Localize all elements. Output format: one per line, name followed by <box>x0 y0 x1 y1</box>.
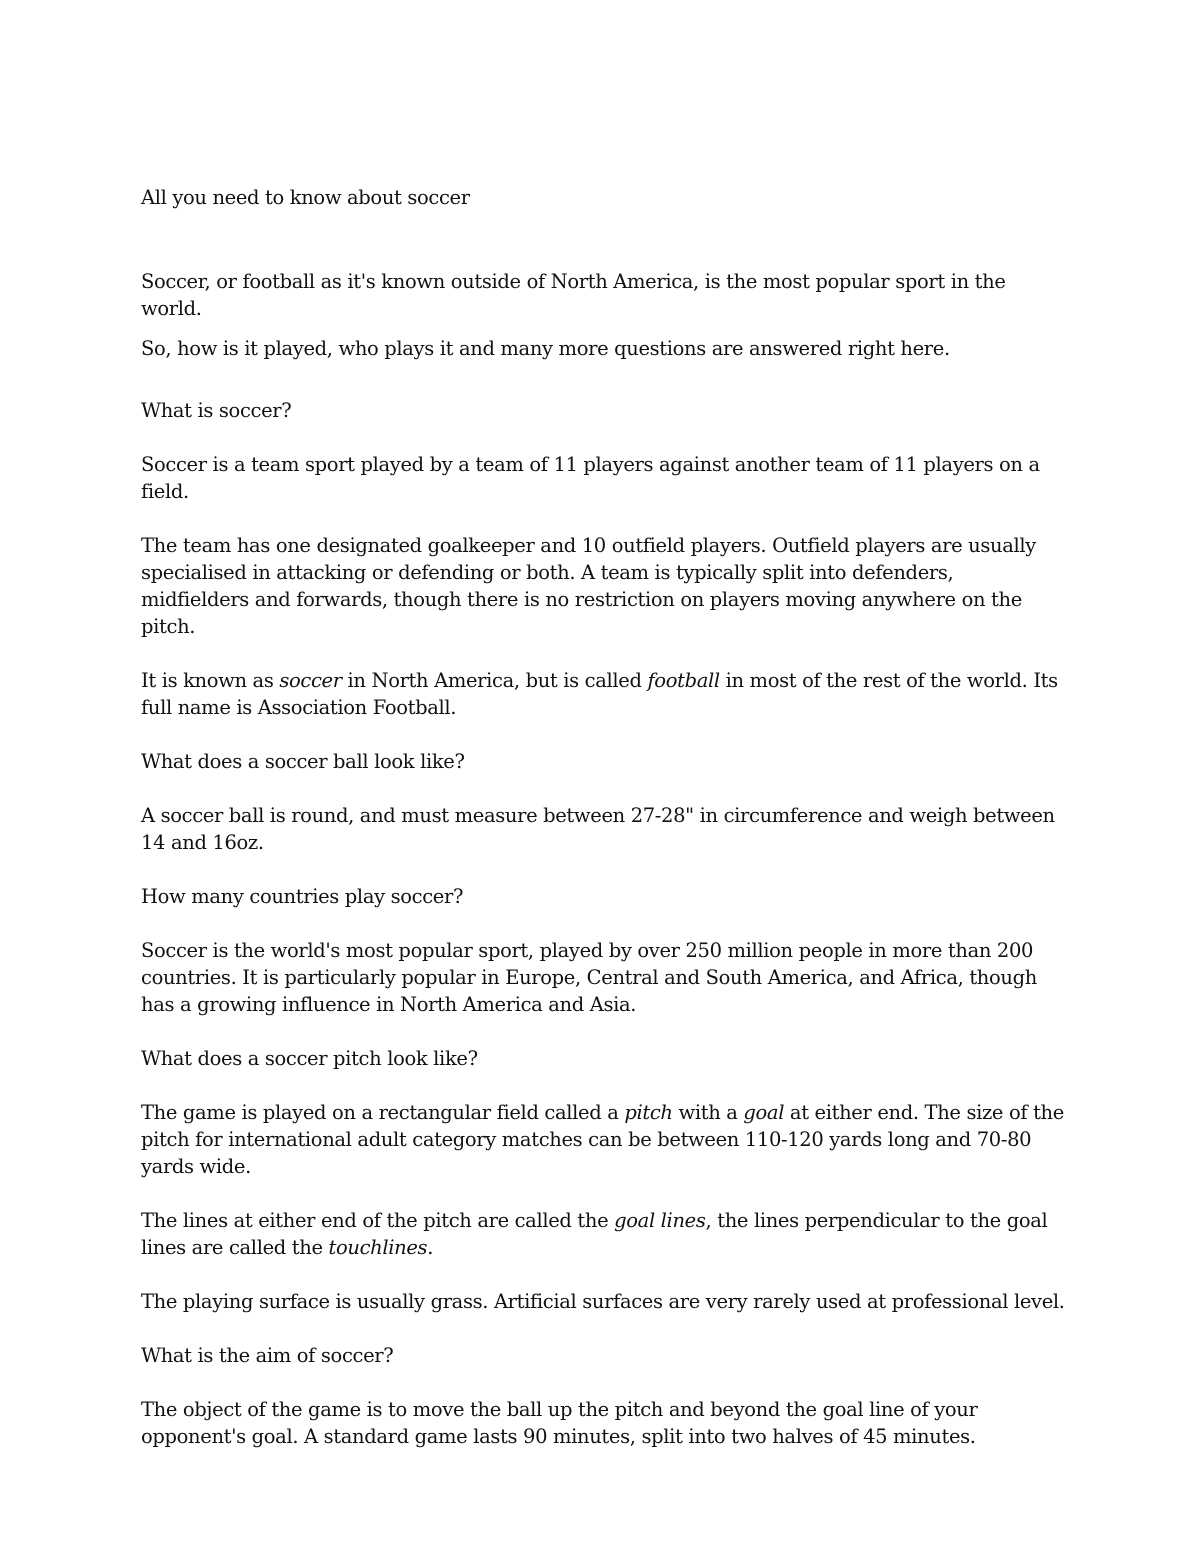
section-heading-soccer-pitch: What does a soccer pitch look like? <box>141 1047 478 1070</box>
text-run: at either end. The size of the pitch for international adult category matches can be between 110-120 yards long and 70-80 yards wide. <box>141 1101 1064 1178</box>
text-run: in most of the rest of the world. Its full name is Association Football. <box>141 669 1058 719</box>
italic-term-goal-lines: goal lines <box>614 1209 706 1232</box>
text-run: The lines at either end of the pitch are called the <box>141 1209 615 1232</box>
document-title: All you need to know about soccer <box>141 186 470 209</box>
text-run: in North America, but is called <box>341 669 648 692</box>
text-run: The game is played on a rectangular field called a <box>141 1101 625 1124</box>
section-heading-soccer-ball: What does a soccer ball look like? <box>141 750 465 773</box>
italic-term-pitch: pitch <box>624 1101 673 1124</box>
paragraph-naming <box>141 667 1066 721</box>
italic-term-football: football <box>647 669 720 692</box>
italic-term-touchlines: touchlines <box>328 1236 428 1259</box>
paragraph-game-objective: The object of the game is to move the ball up the pitch and beyond the goal line of your opponent's goal. A standard game lasts 90 minutes, split into two halves of 45 minutes. <box>141 1398 978 1448</box>
intro-paragraph-1: Soccer, or football as it's known outside of North America, is the most popular sport in the world. <box>141 270 1006 320</box>
paragraph-team-sport: Soccer is a team sport played by a team of 11 players against another team of 11 players on a field. <box>141 453 1040 503</box>
section-heading-countries: How many countries play soccer? <box>141 885 464 908</box>
text-run: It is known as <box>141 669 280 692</box>
intro-paragraph-2: So, how is it played, who plays it and many more questions are answered right here. <box>141 337 950 360</box>
text-run: with a <box>672 1101 744 1124</box>
paragraph-pitch-lines <box>141 1207 1066 1261</box>
italic-term-soccer: soccer <box>279 669 342 692</box>
text-run: , the lines perpendicular to the goal lines are called the <box>141 1209 1048 1259</box>
paragraph-team-composition: The team has one designated goalkeeper and 10 outfield players. Outfield players are usually specialised in attacking or defending or both. A team is typically split into defenders, midfielders and forwards, though there is no restriction on players moving anywhere on the pitch. <box>141 534 1036 638</box>
document-body <box>141 184 1066 1450</box>
paragraph-ball-size: A soccer ball is round, and must measure between 27-28" in circumference and weigh between 14 and 16oz. <box>141 804 1055 854</box>
paragraph-popularity: Soccer is the world's most popular sport, played by over 250 million people in more than 200 countries. It is particularly popular in Europe, Central and South America, and Africa, though has a growing influence in North America and Asia. <box>141 939 1037 1016</box>
text-run: . <box>427 1236 434 1259</box>
paragraph-pitch-size <box>141 1099 1066 1180</box>
section-heading-what-is-soccer: What is soccer? <box>141 399 292 422</box>
paragraph-playing-surface: The playing surface is usually grass. Artificial surfaces are very rarely used at professional level. <box>141 1290 1065 1313</box>
section-heading-aim: What is the aim of soccer? <box>141 1344 394 1367</box>
italic-term-goal: goal <box>743 1101 785 1124</box>
